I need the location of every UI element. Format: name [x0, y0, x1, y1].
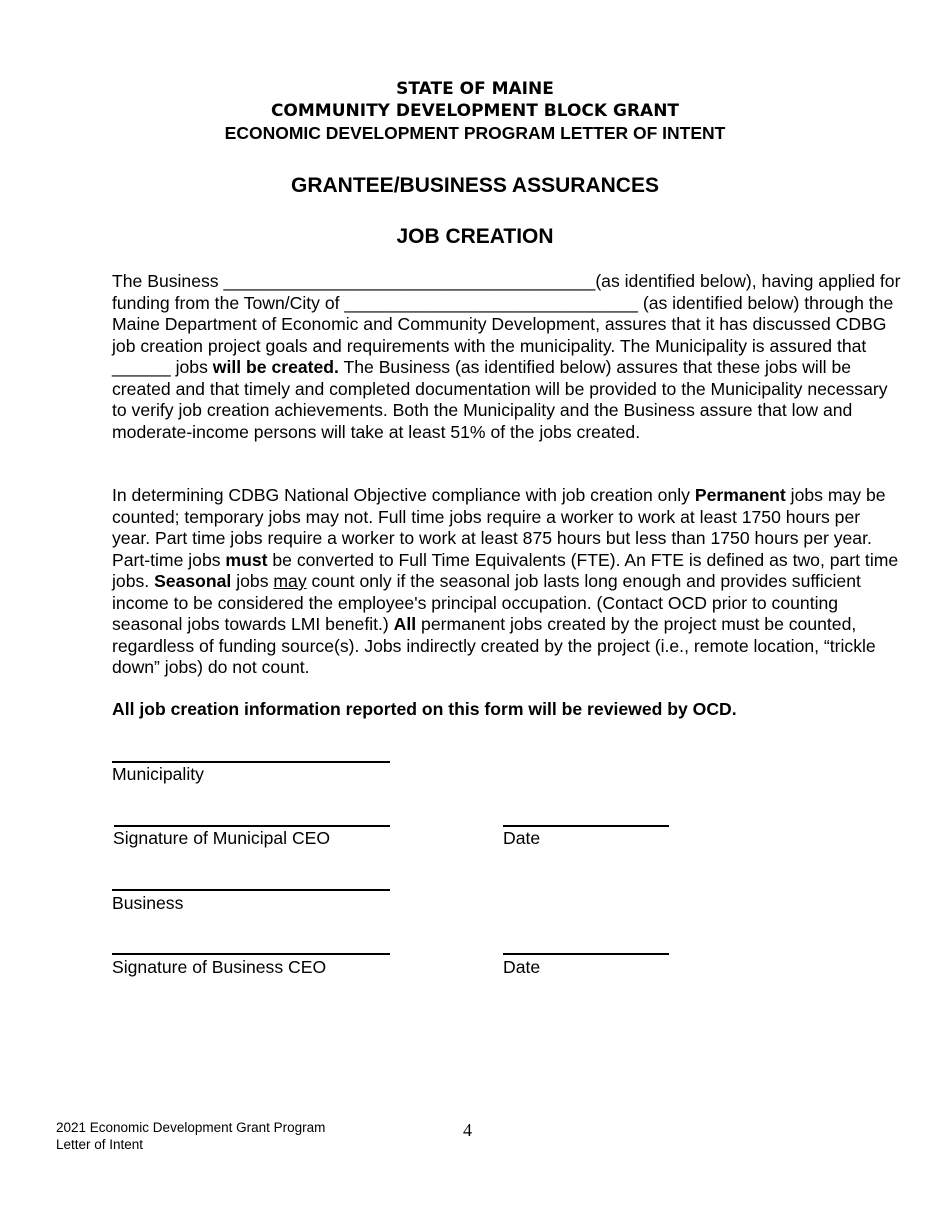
business-line[interactable] [112, 889, 390, 891]
footer-program: 2021 Economic Development Grant Program [56, 1120, 326, 1135]
subsection-title: JOB CREATION [396, 225, 554, 248]
p2-text-6: permanent jobs created by the project must be counted, regardless of funding source(s). Jobs indirectly created by the project (i.e., remote location, “trickle down” jobs) do not count. [112, 614, 876, 677]
compliance-paragraph [112, 485, 902, 679]
p2-text-2: jobs may be counted; temporary jobs may not. Full time jobs require a worker to work at least 1750 hours per year. Part time jobs require a worker to work at least 875 hours but less than 1750 hours per year. Part-time jobs [112, 485, 886, 570]
footer-doc-name: Letter of Intent [56, 1137, 144, 1152]
header-program: COMMUNITY DEVELOPMENT BLOCK GRANT [270, 101, 680, 121]
header-state: STATE OF MAINE [396, 79, 554, 99]
municipal-ceo-signature-line[interactable] [114, 825, 390, 827]
p1-text-3: (as identified below) through the Maine Department of Economic and Community Development, assures that it has discussed CDBG job creation project goals and requirements with the municipality. The Municipality is assured that [112, 292, 894, 356]
business-ceo-signature-line[interactable] [112, 953, 390, 955]
p2-bold-permanent: Permanent [694, 485, 786, 505]
p1-bold-will-be-created: will be created. [212, 357, 339, 377]
p1-text-5: The Business (as identified below) assures that these jobs will be created and that timely and completed documentation will be provided to the Municipality necessary to verify job creation achievements. Both the Municipality and the Business assure that low and moderate-income persons will take at least 51% of the jobs created. [112, 357, 888, 442]
p2-bold-all: All [393, 614, 417, 634]
municipal-ceo-label: Signature of Municipal CEO [113, 828, 331, 848]
date-label-1: Date [503, 828, 541, 848]
footer [56, 1119, 325, 1153]
p2-bold-must: must [225, 549, 268, 570]
assurance-paragraph [112, 271, 902, 443]
date-line-1[interactable] [503, 825, 669, 827]
business-label: Business [112, 893, 184, 913]
p2-text-1: In determining CDBG National Objective compliance with job creation only [112, 485, 695, 505]
p2-bold-seasonal: Seasonal [154, 571, 232, 591]
date-line-2[interactable] [503, 953, 669, 955]
document-header [0, 78, 950, 144]
p2-text-4: jobs [231, 571, 274, 591]
business-name-blank[interactable]: ______________________________________ [223, 271, 596, 291]
p2-text-3: be converted to Full Time Equivalents (FTE). An FTE is defined as two, part time jobs. [112, 549, 899, 591]
p1-text-4: jobs [170, 357, 213, 377]
review-notice: All job creation information reported on this form will be reviewed by OCD. [112, 699, 737, 719]
section-title: GRANTEE/BUSINESS ASSURANCES [291, 174, 659, 197]
municipality-line[interactable] [112, 761, 390, 763]
p1-text-2: (as identified below), having applied for funding from the Town/City of [112, 271, 901, 313]
municipality-label: Municipality [112, 764, 204, 784]
business-ceo-label: Signature of Business CEO [112, 957, 327, 977]
p2-underline-may: may [273, 571, 307, 591]
page-number: 4 [463, 1120, 472, 1140]
p2-text-5: count only if the seasonal job lasts long enough and provides sufficient income to be considered the employee's principal occupation. (Contact OCD prior to counting seasonal jobs towards LMI benefit.) [112, 571, 861, 634]
date-label-2: Date [503, 957, 541, 977]
jobs-count-blank[interactable]: ______ [112, 357, 171, 377]
header-letter-of-intent: ECONOMIC DEVELOPMENT PROGRAM LETTER OF INTENT [224, 123, 726, 143]
p1-text-1: The Business [112, 271, 224, 291]
town-city-blank[interactable]: ______________________________ [344, 292, 638, 313]
